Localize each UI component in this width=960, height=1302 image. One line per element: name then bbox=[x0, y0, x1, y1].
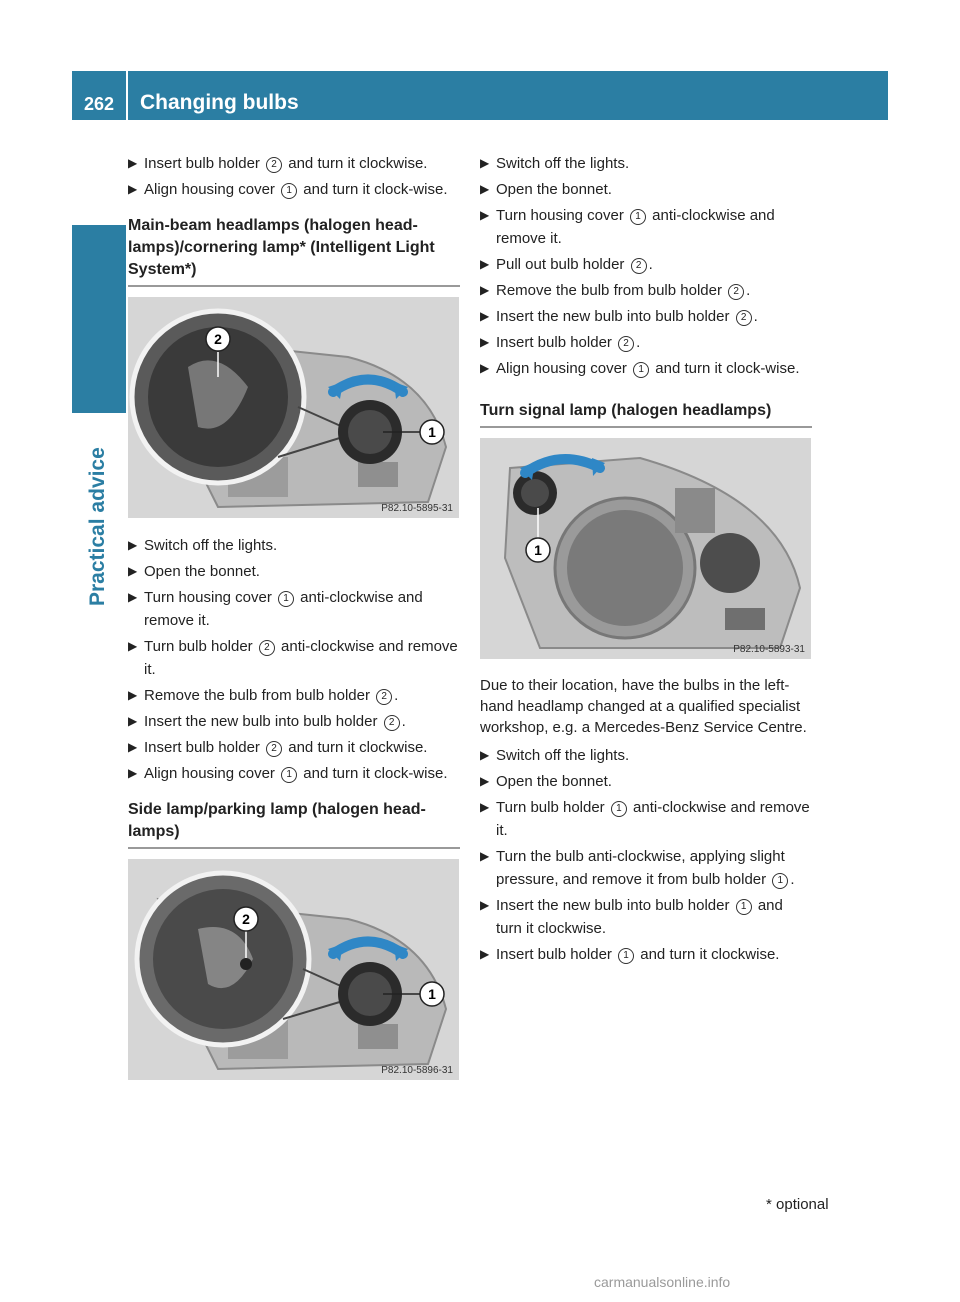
section-heading-main-beam: Main-beam headlamps (halogen head-lamps)/cornering lamp* (Intelligent Light System*) bbox=[128, 215, 460, 287]
step-text: Remove the bulb from bulb holder bbox=[496, 282, 727, 299]
step-text: Open the bonnet. bbox=[496, 181, 612, 198]
figure-side-lamp bbox=[128, 859, 459, 1080]
step-text: Turn the bulb anti-clockwise, applying slight pressure, and remove it from bulb holder bbox=[496, 848, 785, 888]
step-text: Insert the new bulb into bulb holder bbox=[496, 308, 734, 325]
callout-number-icon: 1 bbox=[618, 948, 634, 964]
instruction-step bbox=[480, 770, 812, 793]
callout-number-icon: 1 bbox=[281, 767, 297, 783]
instruction-step bbox=[128, 534, 460, 557]
instruction-step bbox=[480, 796, 812, 842]
step-text: Open the bonnet. bbox=[144, 563, 260, 580]
step-text: Turn bulb holder bbox=[144, 638, 257, 655]
step-bullet-icon: ▶ bbox=[128, 714, 138, 728]
step-text: Align housing cover bbox=[144, 765, 280, 782]
step-bullet-icon: ▶ bbox=[480, 257, 490, 271]
headlamp-main-beam-illustration bbox=[128, 297, 459, 518]
step-bullet-icon: ▶ bbox=[480, 283, 490, 297]
callout-number-icon: 2 bbox=[266, 741, 282, 757]
callout-number-icon: 2 bbox=[376, 689, 392, 705]
callout-number-icon: 1 bbox=[633, 362, 649, 378]
callout-number-icon: 2 bbox=[728, 284, 744, 300]
figure-code: P82.10-5895-31 bbox=[381, 503, 453, 514]
side-tab-label: Practical advice bbox=[86, 447, 109, 606]
turn-signal-intro: Due to their location, have the bulbs in the left-hand headlamp changed at a qualified specialist workshop, e.g. a Mercedes-Benz Service Centre. bbox=[480, 677, 807, 736]
step-text-continued: and turn it clock-wise. bbox=[299, 181, 448, 198]
figure-code: P82.10-5896-31 bbox=[381, 1065, 453, 1076]
instruction-step bbox=[480, 894, 812, 940]
step-text: Switch off the lights. bbox=[144, 537, 278, 554]
step-bullet-icon: ▶ bbox=[480, 208, 490, 222]
step-text-continued: . bbox=[753, 308, 758, 325]
callout-number-icon: 1 bbox=[281, 183, 297, 199]
header-divider bbox=[126, 71, 128, 120]
step-text-continued: anti-clockwise and remove it. bbox=[496, 207, 775, 247]
step-text: Open the bonnet. bbox=[496, 773, 612, 790]
watermark: carmanualsonline.info bbox=[594, 1274, 731, 1290]
step-bullet-icon: ▶ bbox=[128, 766, 138, 780]
main-beam-steps bbox=[128, 534, 460, 785]
instruction-step bbox=[128, 710, 460, 733]
instruction-step bbox=[480, 845, 812, 891]
callout-number-icon: 2 bbox=[259, 640, 275, 656]
step-text: Turn bulb holder bbox=[496, 799, 609, 816]
step-bullet-icon: ▶ bbox=[128, 688, 138, 702]
instruction-step bbox=[480, 253, 812, 276]
callout-number-icon: 1 bbox=[772, 873, 788, 889]
step-bullet-icon: ▶ bbox=[480, 774, 490, 788]
step-text: Turn housing cover bbox=[496, 207, 629, 224]
step-bullet-icon: ▶ bbox=[128, 182, 138, 196]
section-heading-side-lamp: Side lamp/parking lamp (halogen head-lamps) bbox=[128, 799, 460, 849]
step-text-continued: anti-clockwise and remove it. bbox=[496, 799, 810, 839]
instruction-step bbox=[128, 152, 460, 175]
step-text: Insert bulb holder bbox=[144, 155, 265, 172]
step-text: Switch off the lights. bbox=[496, 747, 630, 764]
instruction-step bbox=[128, 635, 460, 681]
step-text: Switch off the lights. bbox=[496, 155, 630, 172]
instruction-step bbox=[128, 762, 460, 785]
step-text: Align housing cover bbox=[144, 181, 280, 198]
instruction-step bbox=[128, 560, 460, 583]
page-number: 262 bbox=[83, 94, 115, 114]
svg-text:2: 2 bbox=[214, 331, 222, 347]
step-text-continued: and turn it clockwise. bbox=[284, 155, 428, 172]
step-bullet-icon: ▶ bbox=[480, 898, 490, 912]
step-text: Align housing cover bbox=[496, 360, 632, 377]
instruction-step bbox=[480, 357, 812, 380]
right-column bbox=[480, 152, 812, 969]
step-text-continued: . bbox=[746, 282, 751, 299]
step-bullet-icon: ▶ bbox=[128, 590, 138, 604]
instruction-step bbox=[480, 152, 812, 175]
instruction-step bbox=[128, 684, 460, 707]
instruction-step bbox=[480, 331, 812, 354]
figure-code: P82.10-5893-31 bbox=[733, 644, 805, 655]
step-bullet-icon: ▶ bbox=[128, 156, 138, 170]
step-text-continued: and turn it clock-wise. bbox=[299, 765, 448, 782]
step-text-continued: and turn it clock-wise. bbox=[651, 360, 800, 377]
footer-optional-note: * optional bbox=[766, 1196, 829, 1213]
svg-text:2: 2 bbox=[242, 911, 250, 927]
step-text-continued: and turn it clockwise. bbox=[496, 897, 783, 937]
step-bullet-icon: ▶ bbox=[480, 182, 490, 196]
figure-main-beam bbox=[128, 297, 459, 518]
headlamp-side-lamp-illustration bbox=[128, 859, 459, 1080]
step-text: Insert the new bulb into bulb holder bbox=[496, 897, 734, 914]
callout-number-icon: 2 bbox=[618, 336, 634, 352]
step-text: Insert bulb holder bbox=[144, 739, 265, 756]
step-text-continued: . bbox=[790, 871, 795, 888]
step-bullet-icon: ▶ bbox=[480, 748, 490, 762]
step-text: Pull out bulb holder bbox=[496, 256, 629, 273]
turn-signal-steps bbox=[480, 744, 812, 966]
step-text-continued: . bbox=[636, 334, 641, 351]
step-bullet-icon: ▶ bbox=[480, 335, 490, 349]
svg-text:1: 1 bbox=[428, 424, 436, 440]
right-top-steps bbox=[480, 152, 812, 380]
callout-number-icon: 1 bbox=[630, 209, 646, 225]
section-heading-turn-signal: Turn signal lamp (halogen headlamps) bbox=[480, 400, 812, 428]
callout-number-icon: 2 bbox=[384, 715, 400, 731]
step-text-continued: . bbox=[401, 713, 406, 730]
step-text-continued: anti-clockwise and remove it. bbox=[144, 589, 423, 629]
callout-number-icon: 2 bbox=[631, 258, 647, 274]
step-bullet-icon: ▶ bbox=[480, 361, 490, 375]
instruction-step bbox=[480, 279, 812, 302]
svg-text:1: 1 bbox=[534, 542, 542, 558]
step-text: Insert the new bulb into bulb holder bbox=[144, 713, 382, 730]
instruction-step bbox=[128, 736, 460, 759]
callout-number-icon: 1 bbox=[736, 899, 752, 915]
callout-number-icon: 2 bbox=[266, 157, 282, 173]
step-bullet-icon: ▶ bbox=[480, 156, 490, 170]
instruction-step bbox=[480, 178, 812, 201]
step-bullet-icon: ▶ bbox=[480, 849, 490, 863]
step-bullet-icon: ▶ bbox=[128, 740, 138, 754]
step-text-continued: and turn it clockwise. bbox=[636, 946, 780, 963]
callout-number-icon: 2 bbox=[736, 310, 752, 326]
step-bullet-icon: ▶ bbox=[128, 639, 138, 653]
step-text: Insert bulb holder bbox=[496, 334, 617, 351]
step-text-continued: anti-clockwise and remove it. bbox=[144, 638, 458, 678]
page-title: Changing bulbs bbox=[140, 91, 299, 114]
callout-number-icon: 1 bbox=[611, 801, 627, 817]
step-text: Remove the bulb from bulb holder bbox=[144, 687, 375, 704]
instruction-step bbox=[128, 586, 460, 632]
step-text-continued: and turn it clockwise. bbox=[284, 739, 428, 756]
step-bullet-icon: ▶ bbox=[480, 309, 490, 323]
instruction-step bbox=[480, 744, 812, 767]
instruction-step bbox=[128, 178, 460, 201]
figure-turn-signal bbox=[480, 438, 811, 659]
left-top-steps bbox=[128, 152, 460, 201]
instruction-step bbox=[480, 204, 812, 250]
side-tab-marker bbox=[72, 225, 126, 413]
instruction-step bbox=[480, 305, 812, 328]
left-column bbox=[128, 152, 460, 1096]
instruction-step bbox=[480, 943, 812, 966]
step-bullet-icon: ▶ bbox=[480, 947, 490, 961]
step-bullet-icon: ▶ bbox=[128, 564, 138, 578]
step-text: Insert bulb holder bbox=[496, 946, 617, 963]
svg-text:1: 1 bbox=[428, 986, 436, 1002]
step-bullet-icon: ▶ bbox=[128, 538, 138, 552]
headlamp-turn-signal-illustration bbox=[480, 438, 811, 659]
step-bullet-icon: ▶ bbox=[480, 800, 490, 814]
step-text-continued: . bbox=[648, 256, 653, 273]
step-text: Turn housing cover bbox=[144, 589, 277, 606]
callout-number-icon: 1 bbox=[278, 591, 294, 607]
step-text-continued: . bbox=[394, 687, 399, 704]
